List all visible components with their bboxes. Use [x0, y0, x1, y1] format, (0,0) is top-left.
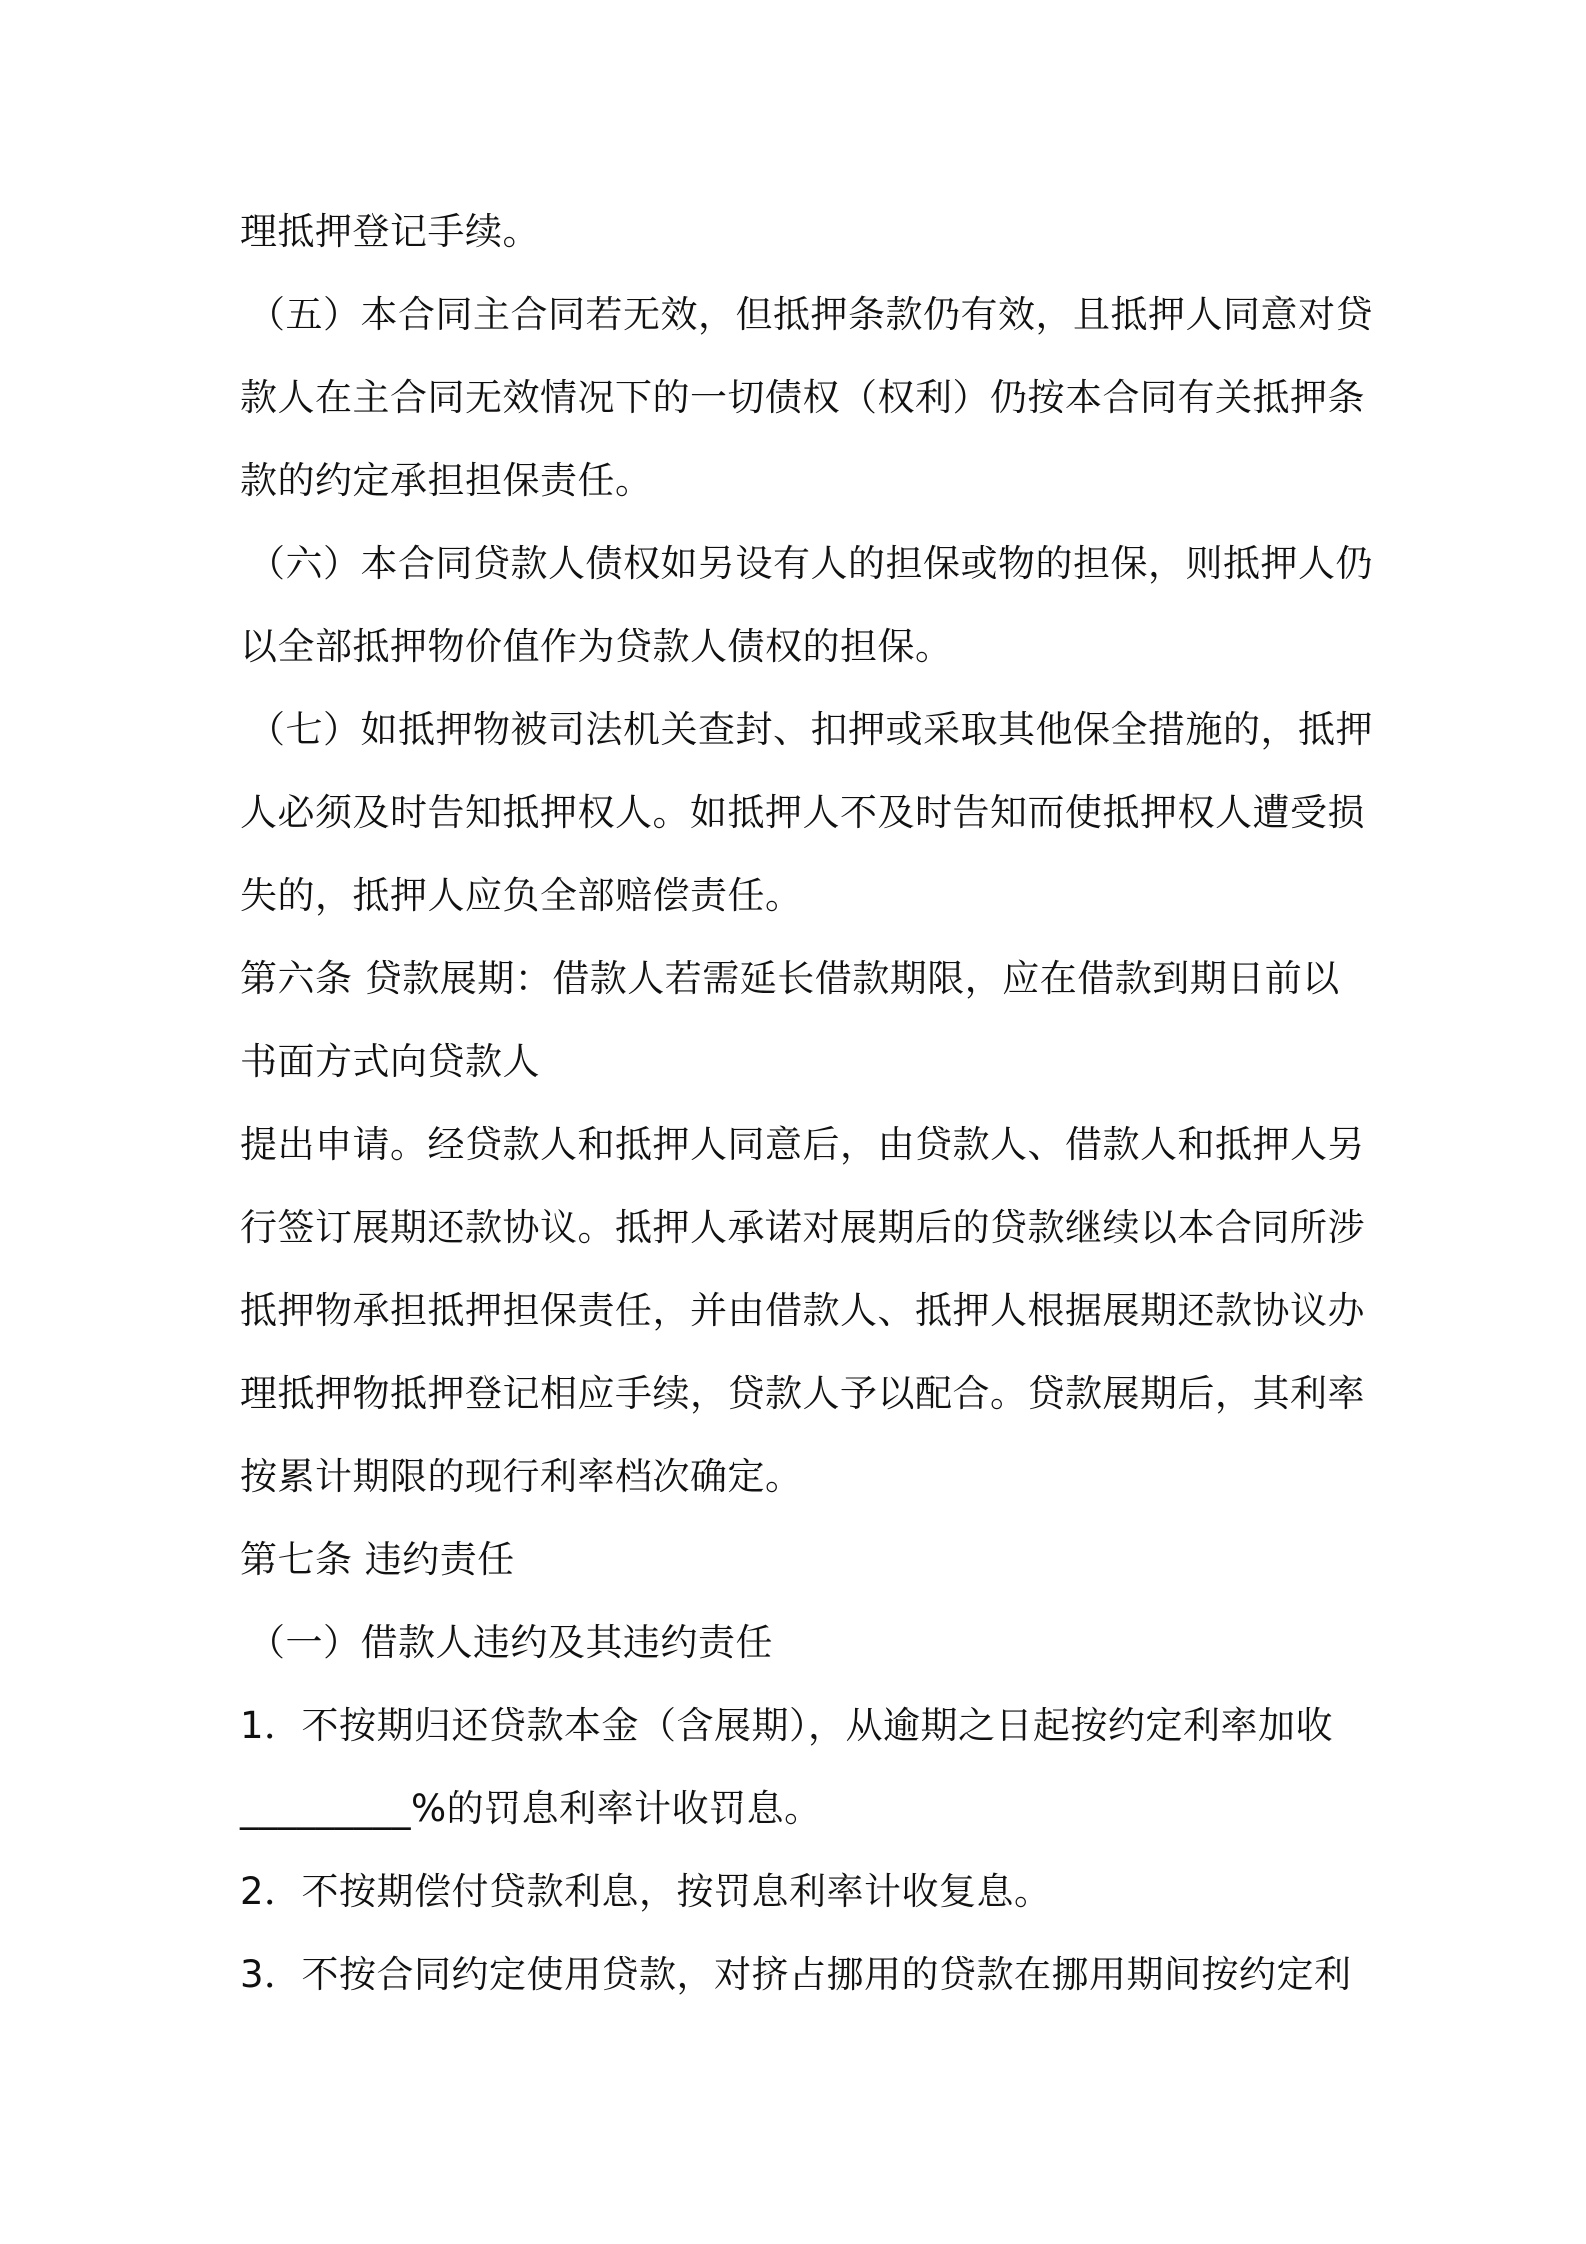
text-line: 书面方式向贷款人	[240, 1040, 540, 1083]
text-line: 款的约定承担担保责任。	[240, 459, 653, 502]
item-2: 2．不按期偿付贷款利息，按罚息利率计收复息。	[240, 1870, 1052, 1913]
text-line: 按累计期限的现行利率档次确定。	[240, 1455, 803, 1498]
text-line: 提出申请。经贷款人和抵押人同意后，由贷款人、借款人和抵押人另	[240, 1123, 1365, 1166]
contract-text	[240, 190, 1373, 2016]
text-line: 人必须及时告知抵押权人。如抵押人不及时告知而使抵押权人遭受损	[240, 791, 1365, 834]
text-line: 以全部抵押物价值作为贷款人债权的担保。	[240, 625, 953, 668]
clause-6: （六）本合同贷款人债权如另设有人的担保或物的担保，则抵押人仍	[248, 542, 1373, 585]
text-line: 行签订展期还款协议。抵押人承诺对展期后的贷款继续以本合同所涉	[240, 1206, 1365, 1249]
text-line: 款人在主合同无效情况下的一切债权（权利）仍按本合同有关抵押条	[240, 376, 1365, 419]
item-3: 3．不按合同约定使用贷款，对挤占挪用的贷款在挪用期间按约定利	[240, 1953, 1352, 1996]
clause-5: （五）本合同主合同若无效，但抵押条款仍有效，且抵押人同意对贷	[248, 293, 1373, 336]
text-line: 抵押物承担抵押担保责任，并由借款人、抵押人根据展期还款协议办	[240, 1289, 1365, 1332]
penalty-rate-blank: _________%的罚息利率计收罚息。	[240, 1787, 822, 1830]
item-1: 1．不按期归还贷款本金（含展期），从逾期之日起按约定利率加收	[240, 1704, 1334, 1747]
article-7-heading: 第七条 违约责任	[240, 1538, 515, 1581]
article-6-heading: 第六条 贷款展期：借款人若需延长借款期限，应在借款到期日前以	[240, 957, 1340, 1000]
section-1-heading: （一）借款人违约及其违约责任	[248, 1621, 773, 1664]
text-line: 理抵押物抵押登记相应手续，贷款人予以配合。贷款展期后，其利率	[240, 1372, 1365, 1415]
text-line: 理抵押登记手续。	[240, 210, 540, 253]
clause-7: （七）如抵押物被司法机关查封、扣押或采取其他保全措施的，抵押	[248, 708, 1373, 751]
text-line: 失的，抵押人应负全部赔偿责任。	[240, 874, 803, 917]
